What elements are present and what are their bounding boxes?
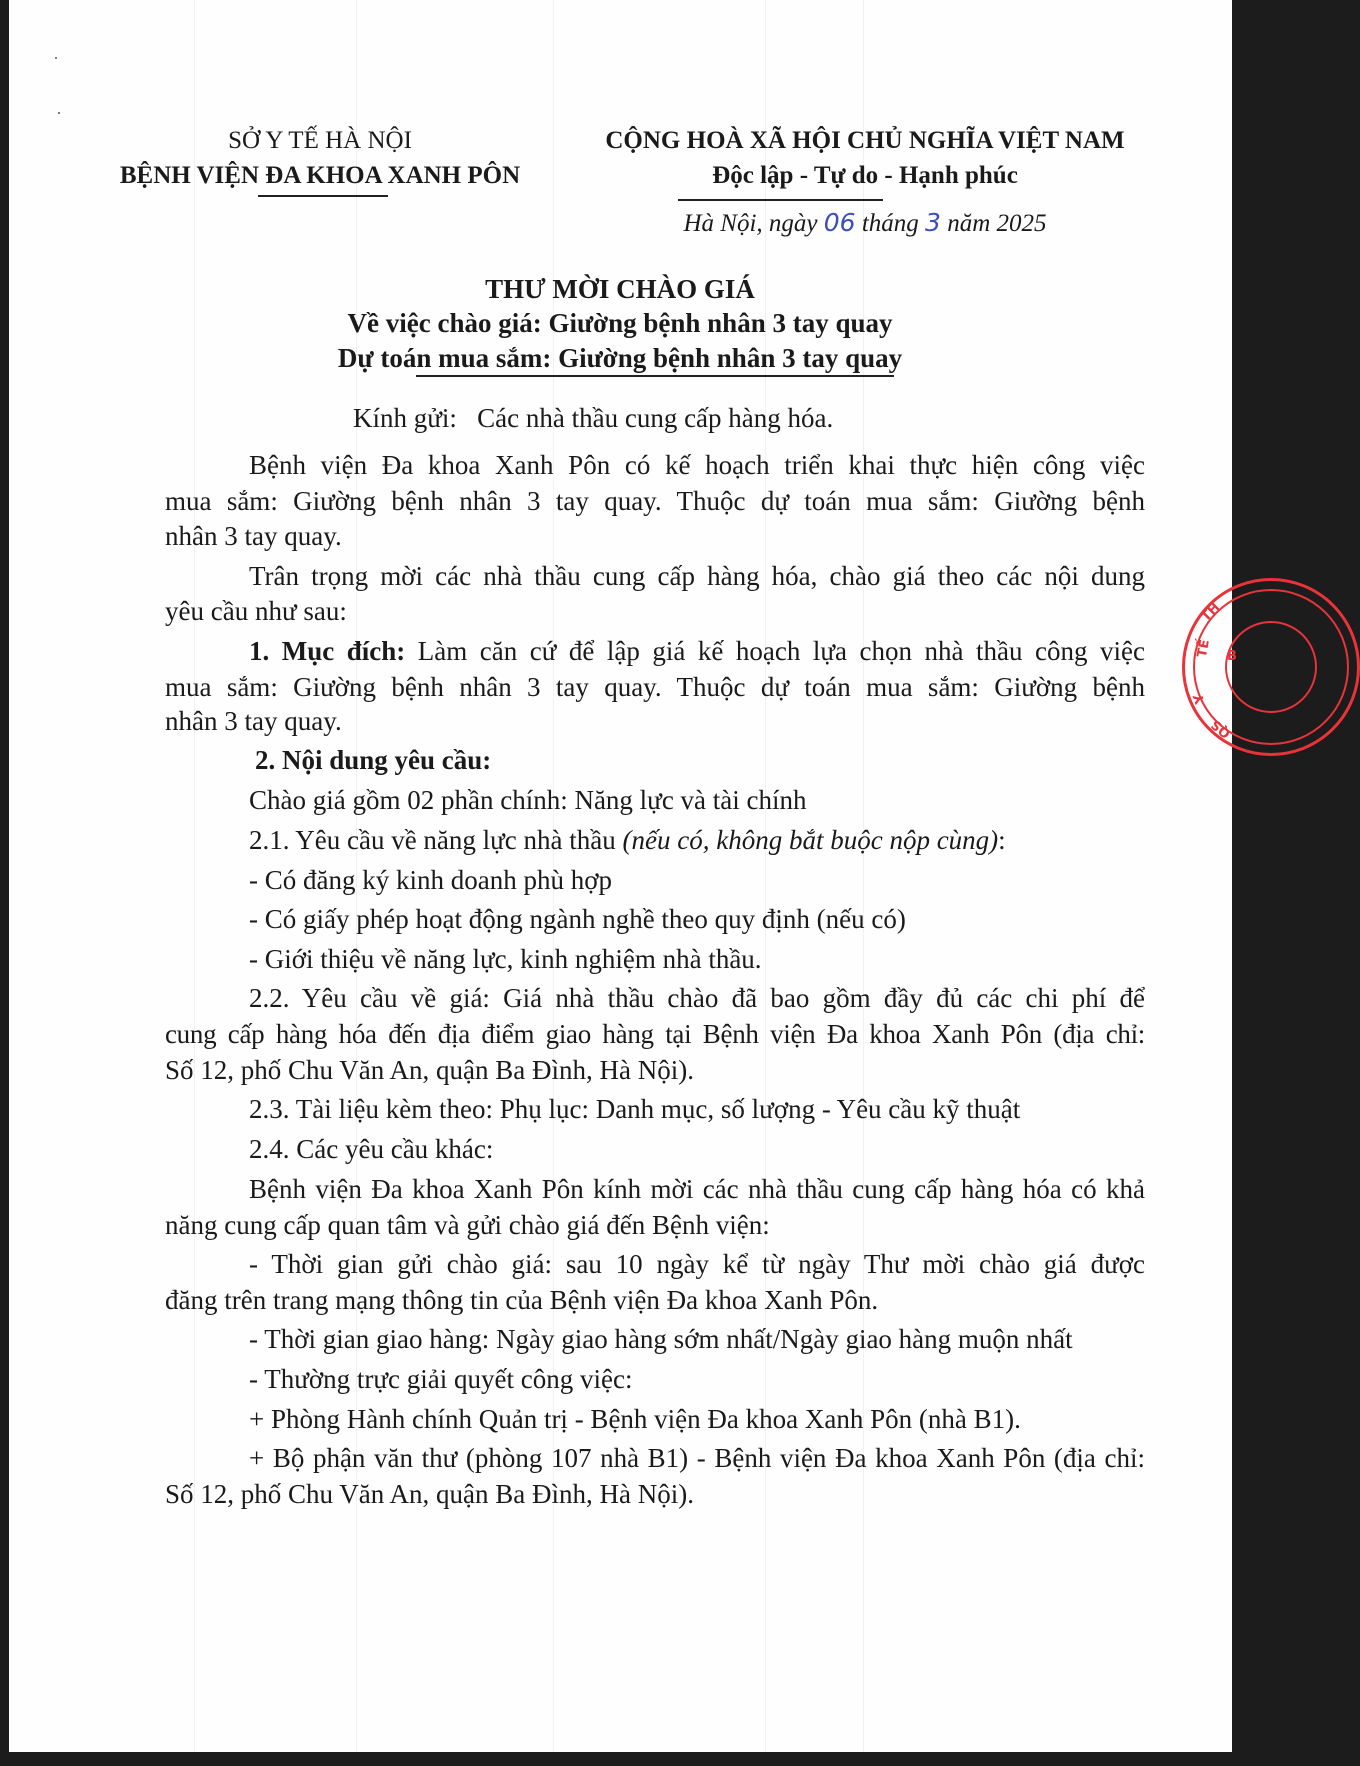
list-item: - Giới thiệu về năng lực, kinh nghiệm nhà thầu. — [249, 944, 762, 974]
stamp-center-ring — [1225, 621, 1317, 713]
stamp-letter: B — [1227, 649, 1237, 664]
list-item: + Bộ phận văn thư (phòng 107 nhà B1) - Bệnh viện Đa khoa Xanh Pôn (địa chỉ: — [249, 1443, 1145, 1473]
stamp-letter: Y — [1191, 691, 1209, 706]
section-heading: 2. Nội dung yêu cầu: — [255, 745, 492, 775]
paragraph-line: Bệnh viện Đa khoa Xanh Pôn kính mời các nhà thầu cung cấp hàng hóa có khả — [249, 1174, 1145, 1204]
list-item: - Thời gian giao hàng: Ngày giao hàng sớm nhất/Ngày giao hàng muộn nhất — [249, 1324, 1073, 1354]
stamp-letter: TẾ — [1194, 638, 1213, 659]
official-stamp — [1182, 578, 1360, 756]
requirement-2-1 — [165, 827, 1145, 854]
requirement-2-4: 2.4. Các yêu cầu khác: — [249, 1134, 494, 1164]
list-item: - Thường trực giải quyết công việc: — [249, 1364, 633, 1394]
document-page — [9, 0, 1237, 1752]
country-name: CỘNG HOÀ XÃ HỘI CHỦ NGHĨA VIỆT NAM — [605, 127, 1125, 154]
paragraph-line: mua sắm: Giường bệnh nhân 3 tay quay. Thuộc dự toán mua sắm: Giường bệnh — [165, 672, 1145, 702]
paragraph-line: 2.2. Yêu cầu về giá: Giá nhà thầu chào đã bao gồm đầy đủ các chi phí để — [249, 983, 1145, 1013]
requirement-2-1-note: (nếu có, không bắt buộc nộp cùng) — [622, 825, 999, 855]
recipient-value: Các nhà thầu cung cấp hàng hóa. — [477, 403, 834, 433]
document-date — [683, 210, 1046, 236]
purpose-text: Làm căn cứ để lập giá kế hoạch lựa chọn nhà thầu công việc — [417, 636, 1145, 666]
purpose-label: 1. Mục đích: — [249, 636, 406, 666]
paragraph-line: Số 12, phố Chu Văn An, quận Ba Đình, Hà Nội). — [165, 1055, 694, 1085]
recipient-label: Kính gửi: — [353, 403, 457, 433]
national-motto: Độc lập - Tự do - Hạnh phúc — [712, 162, 1018, 189]
paragraph-line: năng cung cấp quan tâm và gửi chào giá đến Bệnh viện: — [165, 1210, 770, 1240]
list-item: + Phòng Hành chính Quản trị - Bệnh viện Đa khoa Xanh Pôn (nhà B1). — [249, 1404, 1021, 1434]
hospital-name: BỆNH VIỆN ĐA KHOA XANH PÔN — [119, 162, 521, 189]
date-prefix: Hà Nội, ngày — [683, 210, 818, 237]
paragraph-line: Bệnh viện Đa khoa Xanh Pôn có kế hoạch triển khai thực hiện công việc — [249, 450, 1145, 480]
paragraph-line: nhân 3 tay quay. — [165, 521, 342, 551]
paragraph-line: nhân 3 tay quay. — [165, 706, 342, 736]
purpose-line — [165, 638, 1145, 665]
paragraph-line: đăng trên trang mạng thông tin của Bệnh viện Đa khoa Xanh Pôn. — [165, 1285, 879, 1315]
stamp-letter: TH — [1198, 600, 1224, 625]
list-item: - Có giấy phép hoạt động ngành nghề theo quy định (nếu có) — [249, 904, 906, 934]
paragraph-line: cung cấp hàng hóa đến địa điểm giao hàng tại Bệnh viện Đa khoa Xanh Pôn (địa chỉ: — [165, 1019, 1145, 1049]
date-day-handwritten: 06 — [823, 208, 856, 237]
document-subject: Về việc chào giá: Giường bệnh nhân 3 tay quay — [347, 308, 893, 338]
paragraph-line: Chào giá gồm 02 phần chính: Năng lực và tài chính — [249, 785, 807, 815]
recipient-line — [353, 405, 833, 432]
title-underline — [416, 375, 894, 377]
stamp-letter: QS — [1208, 716, 1234, 741]
date-month-handwritten: 3 — [925, 208, 941, 237]
hospital-underline — [258, 195, 388, 197]
document-estimate: Dự toán mua sắm: Giường bệnh nhân 3 tay quay — [337, 343, 903, 373]
paragraph-line: yêu cầu như sau: — [165, 596, 347, 626]
requirement-2-1-text: 2.1. Yêu cầu về năng lực nhà thầu — [249, 825, 623, 855]
motto-underline — [678, 199, 883, 201]
department-name: SỞ Y TẾ HÀ NỘI — [228, 127, 412, 154]
scan-speck — [55, 57, 57, 59]
paragraph-line: Số 12, phố Chu Văn An, quận Ba Đình, Hà Nội). — [165, 1479, 694, 1509]
paragraph-line: mua sắm: Giường bệnh nhân 3 tay quay. Thuộc dự toán mua sắm: Giường bệnh — [165, 486, 1145, 516]
paragraph-line: Trân trọng mời các nhà thầu cung cấp hàng hóa, chào giá theo các nội dung — [249, 561, 1145, 591]
list-item: - Có đăng ký kinh doanh phù hợp — [249, 865, 612, 895]
paragraph-line: - Thời gian gửi chào giá: sau 10 ngày kể từ ngày Thư mời chào giá được — [249, 1249, 1145, 1279]
date-year: năm 2025 — [947, 210, 1047, 237]
date-month-label: tháng — [861, 210, 919, 237]
scan-speck — [58, 112, 60, 114]
requirement-2-1-colon: : — [998, 825, 1006, 855]
document-title: THƯ MỜI CHÀO GIÁ — [485, 274, 755, 304]
requirement-2-3: 2.3. Tài liệu kèm theo: Phụ lục: Danh mục, số lượng - Yêu cầu kỹ thuật — [249, 1094, 1021, 1124]
